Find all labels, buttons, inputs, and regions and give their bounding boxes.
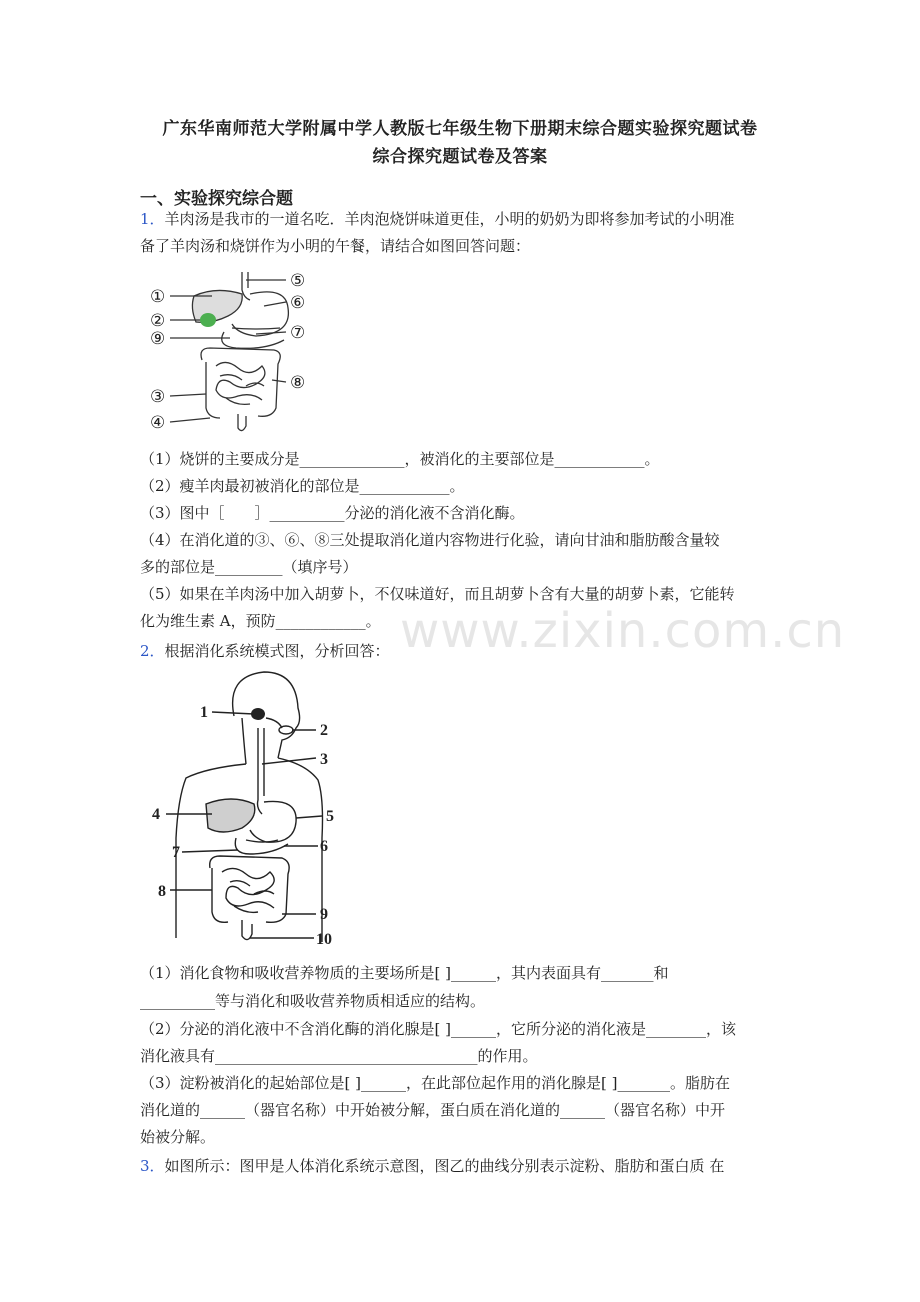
q2-sub1-2: __________等与消化和吸收营养物质相适应的结构。 — [140, 992, 486, 1010]
q2-stem: 2．根据消化系统模式图，分析回答： — [140, 642, 390, 660]
section-heading: 一、实验探究综合题 — [140, 189, 293, 209]
q1-label: ③ — [150, 387, 166, 407]
q1-sub4-1: （4）在消化道的③、⑥、⑧三处提取消化道内容物进行化验，请向甘油和脂肪酸含量较 — [140, 531, 720, 549]
q1-label: ⑨ — [150, 329, 166, 349]
q1-label: ⑤ — [290, 271, 306, 291]
q1-stem-1: 1．羊肉汤是我市的一道名吃．羊肉泡烧饼味道更佳，小明的奶奶为即将参加考试的小明准 — [140, 210, 735, 228]
q2-label: 5 — [326, 808, 334, 825]
q2-sub3-2: 消化道的______（器官名称）中开始被分解，蛋白质在消化道的______（器官名称）中开 — [140, 1101, 726, 1119]
q2-stomach — [250, 801, 296, 842]
q2-label: 1 — [200, 704, 208, 721]
q1-sub4-2: 多的部位是_________（填序号） — [140, 558, 358, 576]
q1-sub2: （2）瘦羊肉最初被消化的部位是____________。 — [140, 477, 465, 495]
page-title: 广东华南师范大学附属中学人教版七年级生物下册期末综合题实验探究题试卷 — [162, 119, 758, 139]
q3-stem: 3．如图所示：图甲是人体消化系统示意图，图乙的曲线分别表示淀粉、脂肪和蛋白质 在 — [140, 1157, 725, 1175]
q1-gallbladder — [200, 313, 216, 327]
q2-salivary-gland — [251, 708, 265, 720]
q1-sub1: （1）烧饼的主要成分是______________，被消化的主要部位是____________。 — [140, 450, 660, 468]
q2-liver — [206, 799, 255, 832]
q2-sub2-2: 消化液具有___________________________________的作用。 — [140, 1047, 538, 1065]
q2-sub3-3: 始被分解。 — [140, 1128, 216, 1146]
q2-digestive-figure — [146, 668, 346, 952]
q1-sub5-1: （5）如果在羊肉汤中加入胡萝卜，不仅味道好，而且胡萝卜含有大量的胡萝卜素，它能转 — [140, 585, 735, 603]
q2-label: 8 — [158, 883, 166, 900]
q2-label: 6 — [320, 838, 328, 855]
q2-sub3-1: （3）淀粉被消化的起始部位是[ ]______，在此部位起作用的消化腺是[ ]_______。脂肪在 — [140, 1074, 730, 1092]
q2-label: 10 — [316, 931, 332, 948]
q2-label: 3 — [320, 751, 328, 768]
q1-digestive-figure — [146, 268, 326, 438]
q2-number: 2． — [140, 642, 165, 660]
q1-label: ⑧ — [290, 373, 306, 393]
q1-sub3: （3）图中［ ］__________分泌的消化液不含消化酶。 — [140, 504, 525, 522]
q2-sub1-1: （1）消化食物和吸收营养物质的主要场所是[ ]______，其内表面具有_______和 — [140, 964, 669, 982]
q1-label: ① — [150, 287, 166, 307]
q1-label: ② — [150, 311, 166, 331]
page-subtitle: 综合探究题试卷及答案 — [372, 147, 548, 167]
q2-label: 7 — [172, 844, 180, 861]
q1-label: ⑥ — [290, 293, 306, 313]
q1-label: ④ — [150, 413, 166, 433]
q2-head-outline — [233, 672, 300, 758]
q1-sub5-2: 化为维生素 A，预防____________。 — [140, 612, 381, 630]
watermark: www.zixin.com.cn — [400, 603, 846, 659]
q2-label: 2 — [320, 722, 328, 739]
q2-sub2-1: （2）分泌的消化液中不含消化酶的消化腺是[ ]______，它所分泌的消化液是________，该 — [140, 1020, 737, 1038]
q1-number: 1． — [140, 210, 165, 228]
q2-label: 9 — [320, 906, 328, 923]
q3-number: 3． — [140, 1157, 165, 1175]
q2-label: 4 — [152, 806, 160, 823]
q1-stem-2: 备了羊肉汤和烧饼作为小明的午餐，请结合如图回答问题： — [140, 237, 531, 255]
q1-liver — [192, 290, 242, 322]
q1-label: ⑦ — [290, 323, 306, 343]
